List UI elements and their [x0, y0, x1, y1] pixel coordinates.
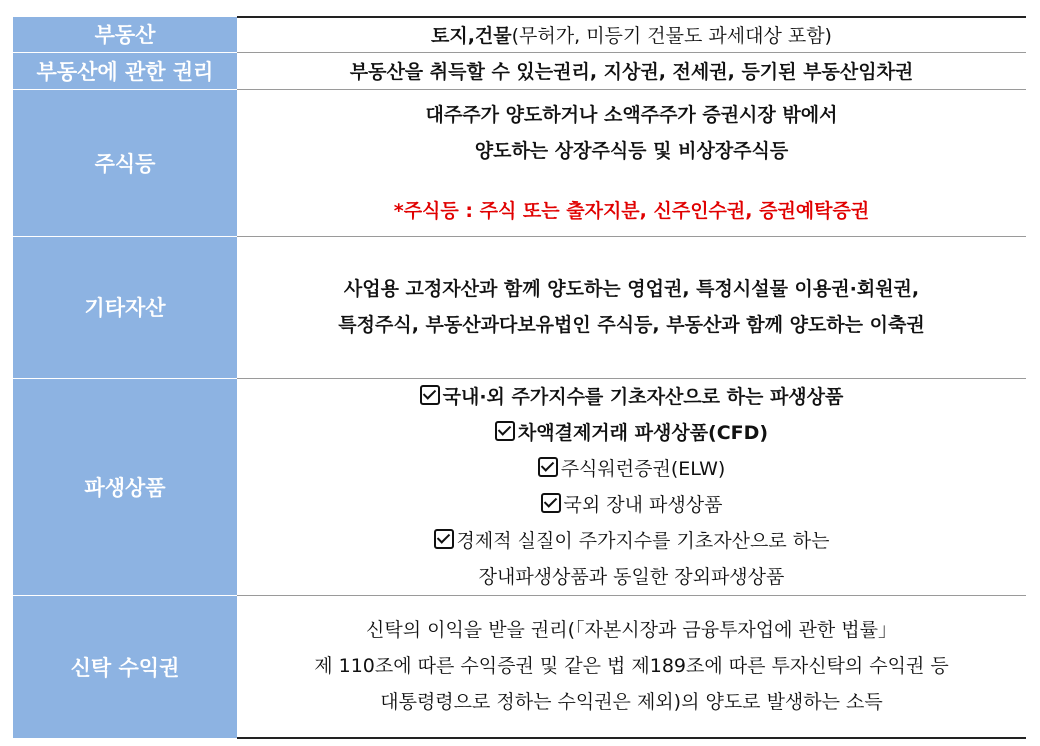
derivatives-item-4: 국외 장내 파생상품 [237, 487, 1026, 523]
row-content-real-estate-rights: 부동산을 취득할 수 있는권리, 지상권, 전세권, 등기된 부동산임차권 [237, 52, 1026, 89]
derivatives-item-2: 차액결제거래 파생상품(CFD) [237, 415, 1026, 451]
trust-line-1: 신탁의 이익을 받을 권리(「자본시장과 금융투자업에 관한 법률」 [365, 619, 897, 642]
derivatives-item-3: 주식워런증권(ELW) [237, 451, 1026, 487]
stocks-note: *주식등 : 주식 또는 출자지분, 신주인수권, 증권예탁증권 [393, 199, 870, 222]
stocks-line-1: 대주주가 양도하거나 소액주주가 증권시장 밖에서 [425, 103, 838, 126]
derivatives-item-1: 국내·외 주가지수를 기초자산으로 하는 파생상품 [237, 379, 1026, 415]
real-estate-bold-text: 토지,건물 [431, 25, 512, 48]
row-header-other-assets: 기타자산 [13, 236, 237, 378]
real-estate-normal-text: (무허가, 미등기 건물도 과세대상 포함) [511, 25, 832, 48]
row-content-derivatives [237, 378, 1026, 595]
row-content-other-assets [237, 236, 1026, 378]
row-header-real-estate: 부동산 [13, 17, 237, 52]
checkbox-checked-icon [495, 421, 515, 441]
stocks-line-2: 양도하는 상장주식등 및 비상장주식등 [474, 139, 789, 162]
trust-line-3: 대통령령으로 정하는 수익권은 제외)의 양도로 발생하는 소득 [380, 691, 883, 714]
other-assets-line-2: 특정주식, 부동산과다보유법인 주식등, 부동산과 함께 양도하는 이축권 [338, 314, 925, 336]
row-content-stocks [237, 89, 1026, 236]
table-row-real-estate-rights [13, 52, 1026, 89]
derivatives-item-5: 경제적 실질이 주가지수를 기초자산으로 하는 [237, 523, 1026, 559]
row-header-real-estate-rights: 부동산에 관한 권리 [13, 52, 237, 89]
table-row-stocks [13, 89, 1026, 236]
derivatives-item-5-continuation: 장내파생상품과 동일한 장외파생상품 [478, 565, 785, 588]
trust-line-2: 제 110조에 따른 수익증권 및 같은 법 제189조에 따른 투자신탁의 수익권 등 [314, 655, 949, 678]
table-row-derivatives [13, 378, 1026, 595]
table-row-real-estate [13, 17, 1026, 52]
row-content-trust-beneficiary-rights [237, 595, 1026, 738]
asset-classification-table [13, 16, 1026, 739]
row-header-derivatives: 파생상품 [13, 378, 237, 595]
table-row-trust-beneficiary-rights [13, 595, 1026, 738]
checkbox-checked-icon [420, 385, 440, 405]
checkbox-checked-icon [538, 457, 558, 477]
row-header-stocks: 주식등 [13, 89, 237, 236]
checkbox-checked-icon [541, 493, 561, 513]
row-content-real-estate [237, 17, 1026, 52]
other-assets-line-1: 사업용 고정자산과 함께 양도하는 영업권, 특정시설물 이용권·회원권, [343, 278, 920, 300]
checkbox-checked-icon [434, 529, 454, 549]
table-row-other-assets [13, 236, 1026, 378]
row-header-trust-beneficiary-rights: 신탁 수익권 [13, 595, 237, 738]
